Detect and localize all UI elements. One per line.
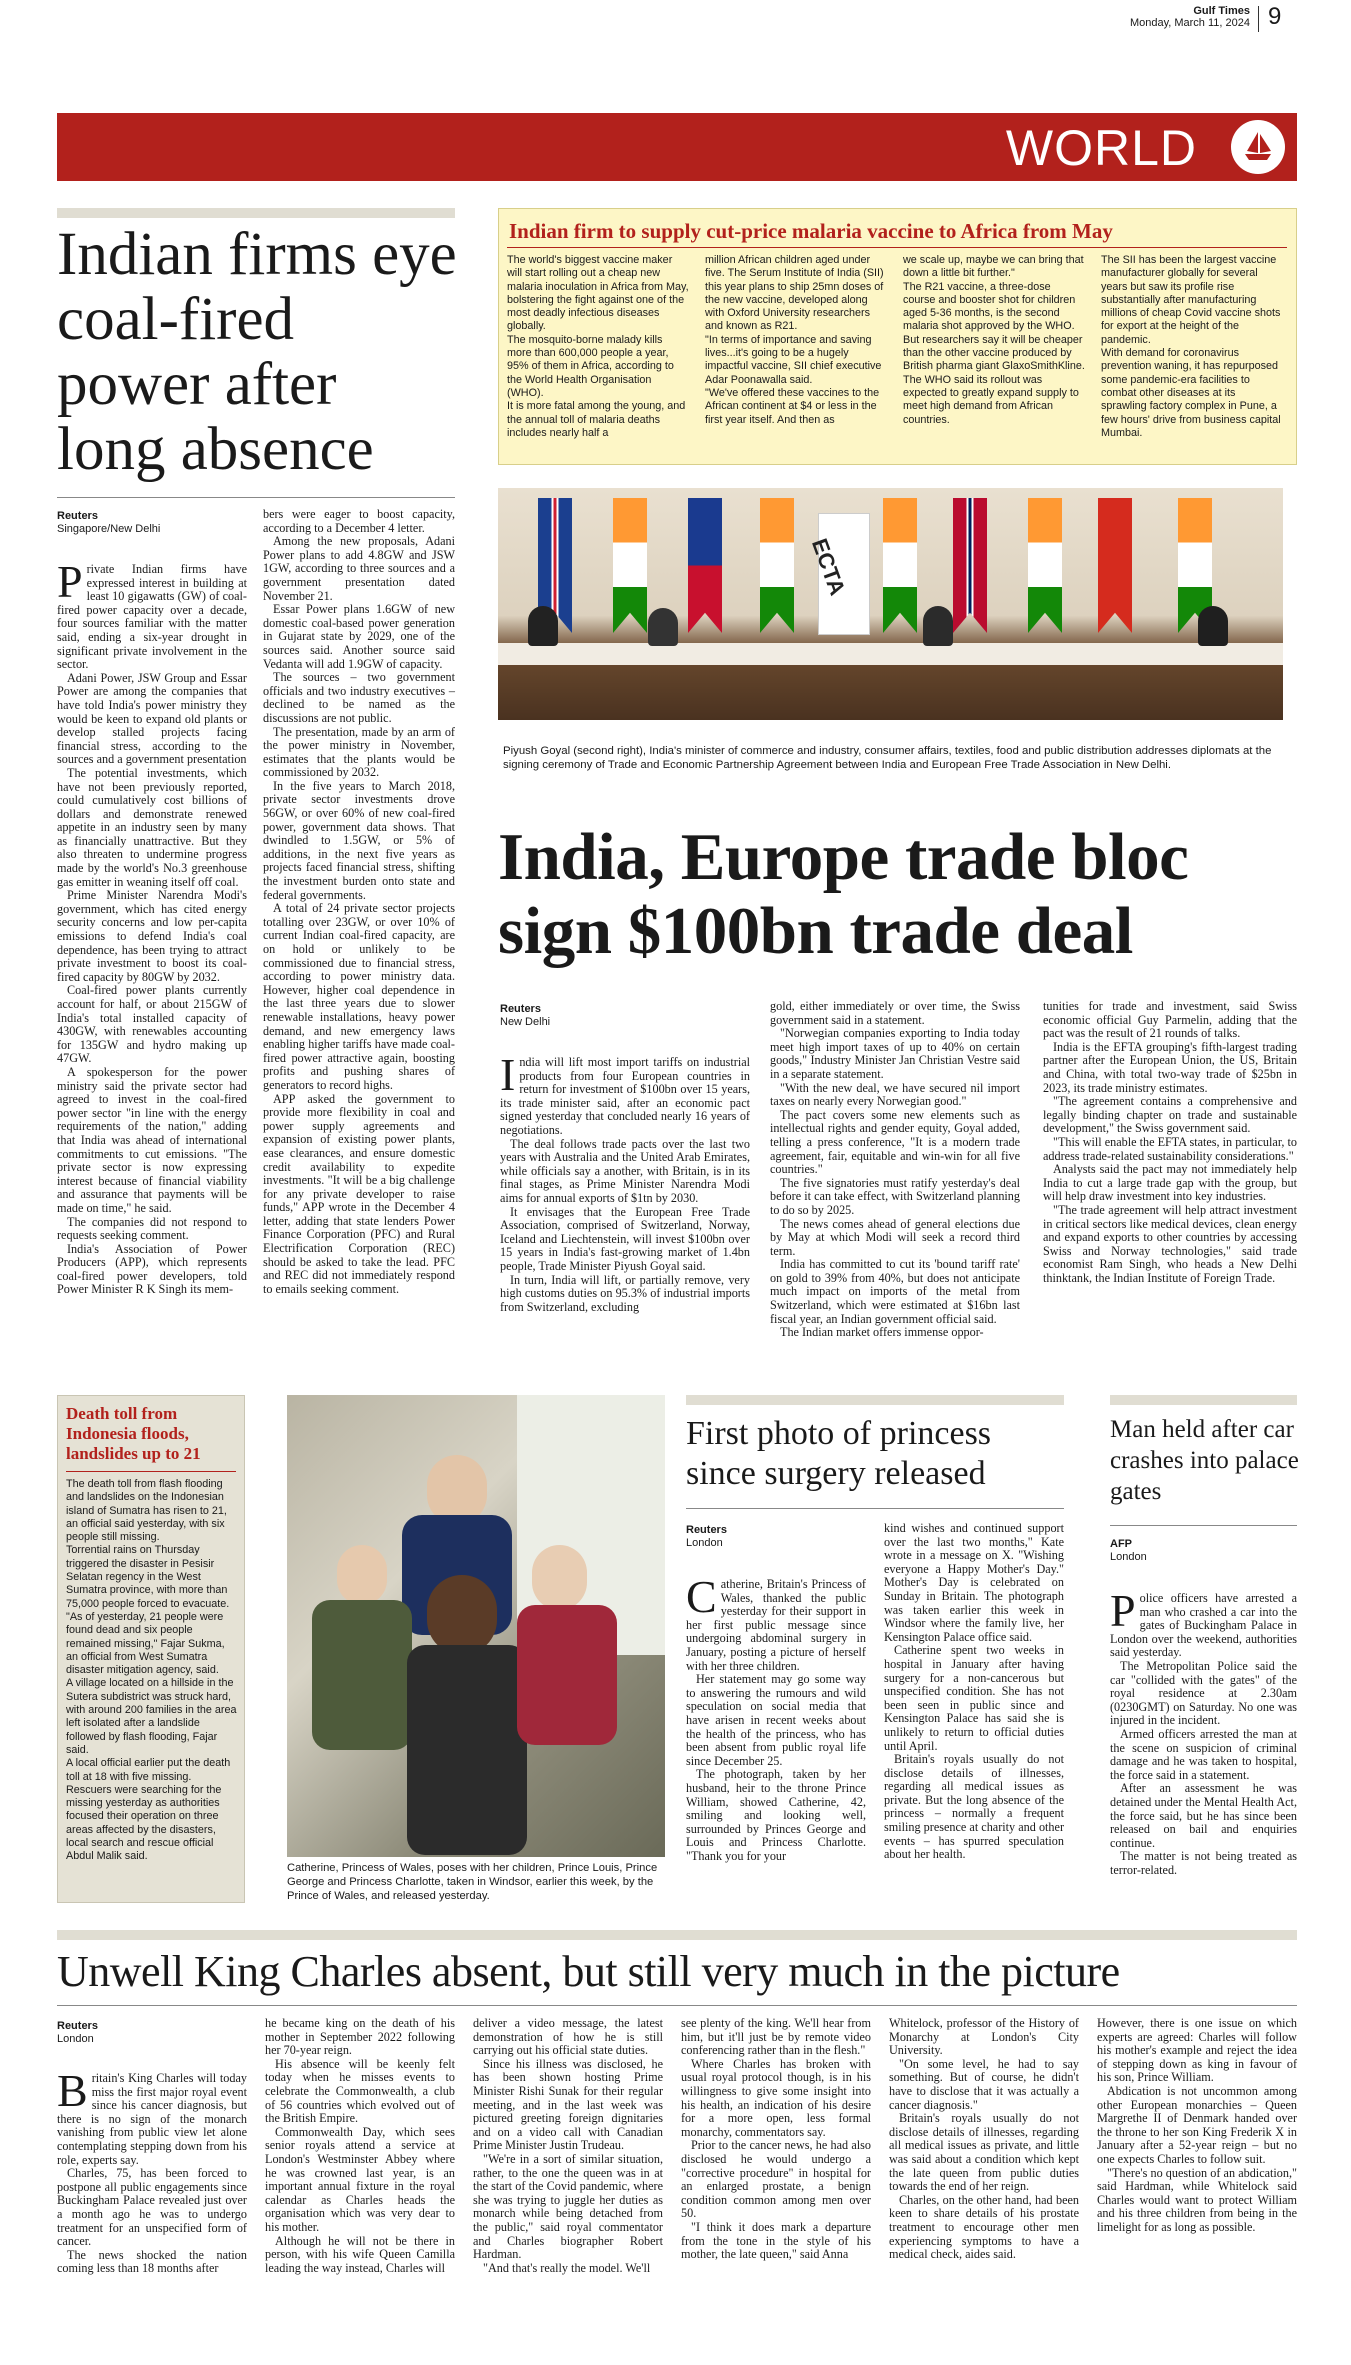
- coal-column-1: [57, 556, 247, 1297]
- trade-dropcap: I: [500, 1049, 516, 1100]
- coal-para: The sources – two government officials and two industry executives – declined to be named as the discussions are not public.: [263, 670, 455, 725]
- princess-byline: [686, 1524, 866, 1550]
- king-para: Whitelock, professor of the History of Monarchy at London's City University.: [889, 2016, 1079, 2058]
- delegate: [648, 608, 678, 646]
- king-column-5: [889, 2017, 1079, 2262]
- princess-agency: Reuters: [686, 1524, 727, 1536]
- coal-para: Coal-fired power plants currently account for half, or about 215GW of India's total installed capacity of 430GW, with renewables accounting for 135GW and hydro making up 47GW.: [57, 983, 247, 1066]
- trade-headline: India, Europe trade bloc sign $100bn trade deal: [498, 820, 1189, 968]
- king-para: The news shocked the nation coming less than 18 months after: [57, 2247, 247, 2276]
- king-para: However, there is one issue on which experts are agreed: Charles will follow his mother's example and reject the idea of stepping down as king in favour of his son, Prince William.: [1097, 2016, 1297, 2085]
- trade-para: It envisages that the European Free Trade Association, comprised of Switzerland, Norway, Iceland and Liechtenstein, will invest $100bn over 15 years in India's fast-growing market of 1.4bn people, Trade Minister Piyush Goyal said.: [500, 1204, 750, 1273]
- coal-para: Essar Power plans 1.6GW of new domestic coal-based power generation in Gujarat state by 2029, one of the sources said. Another source said Vedanta will add 1.9GW of capacity.: [263, 602, 455, 671]
- flag-switzerland: [1098, 498, 1132, 633]
- trade-para: In turn, India will lift, or partially remove, very high customs duties on 95.3% of industrial imports from Switzerland, excluding: [500, 1272, 750, 1314]
- malaria-headline: Indian firm to supply cut-price malaria vaccine to Africa from May: [509, 219, 1113, 243]
- coal-para: In the five years to March 2018, private sector investments drove 56GW, or over 60% of new coal-fired power, government data shows. That dwindled to 1.5GW, or 5% of additions, in the next five years as projects faced financial stress, shifting the investment burden onto state and federal governments.: [263, 778, 455, 902]
- coal-para: Adani Power, JSW Group and Essar Power are among the companies that have told India's power ministry they would be keen to expand old plants or develop stalled projects facing financial stress, according to the sources and a government presentation: [57, 670, 247, 767]
- princess-headline-divider: [686, 1508, 1064, 1509]
- palace-para: The Metropolitan Police said the car "collided with the gates" of the royal residence at 2.30am (0230GMT) on Saturday. No one was injured in the incident.: [1110, 1658, 1297, 1728]
- floods-body: [66, 1478, 238, 1864]
- malaria-column: we scale up, maybe we can bring that down a little bit further." The R21 vaccine, a three-dose course and booster shot for children aged 5-36 months, is the second malaria shot approved by the WHO. But researchers say it will be cheaper than the other vaccine produced by British pharma giant GlaxoSmithKline. The WHO said its rollout was expected to greatly expand supply to meet high demand from African countries.: [903, 254, 1085, 426]
- coal-headline: Indian firms eye coal-fired power after long absence: [57, 221, 457, 483]
- floods-para: A village located on a hillside in the Sutera subdistrict was struck hard, with around 200 families in the area left isolated after a landslide followed by flash flooding, Fajar said.: [66, 1677, 237, 1756]
- section-banner: [57, 113, 1297, 181]
- trade-para: The deal follows trade pacts over the last two years with Australia and the United Arab Emirates, while officials say a another, with Britain, is in its final stages, as Prime Minister Narendra Modi aims for annual exports of $1tn by 2030.: [500, 1136, 750, 1205]
- trade-para: "Norwegian companies exporting to India today meet high import taxes of up to 40% on certain goods," Industry Minister Jan Christian Vestre said in a separate statement.: [770, 1026, 1020, 1081]
- coal-para: The potential investments, which have not been previously reported, could cumulatively cost billions of dollars and demonstrate renewed appetite in an industry seen by many as financially unattractive. But they also threaten to undermine progress made by the world's No.3 greenhouse gas emitter in weaning itself off coal.: [57, 765, 247, 889]
- dhow-logo-icon: [1231, 120, 1285, 174]
- issue-date: Monday, March 11, 2024: [1129, 17, 1250, 29]
- malaria-column: The SII has been the largest vaccine manufacturer globally for several years but saw its profile rise substantially after manufacturing millions of cheap Covid vaccine shots for export at the height of the pandemic. With demand for coronavirus prevention waning, it has repurposed some pandemic-era facilities to combat other diseases at its sprawling factory complex in Pune, a few hours' drive from business capital Mumbai.: [1101, 254, 1281, 439]
- coal-para: Among the new proposals, Adani Power plans to add 4.8GW and JSW 1GW, according to three sources and a government presentation dated November 21.: [263, 534, 455, 603]
- trade-para: The pact covers some new elements such as intellectual rights and gender equity, Goyal added, telling a press conference, "It is a modern trade agreement, fair, equitable and win-win for all five countries.": [770, 1107, 1020, 1177]
- floods-para: "As of yesterday, 21 people were found dead and six people remained missing," Fajar Sukma, an official from West Sumatra disaster mitigation agency, said.: [66, 1610, 225, 1677]
- page-number: 9: [1268, 3, 1282, 30]
- photo-figure: [337, 1545, 387, 1605]
- king-para: Where Charles has broken with usual royal protocol though, is in his willingness to give some insight into his health, an indication of his desire for a more open, less formal monarchy, commentators say.: [681, 2056, 871, 2139]
- king-dropcap: B: [57, 2065, 88, 2116]
- coal-headline-divider: [57, 497, 455, 498]
- coal-para: India's Association of Power Producers (APP), which represents coal-fired power developers, told Power Minister R K Singh its mem-: [57, 1241, 247, 1297]
- trade-para: Analysts said the pact may not immediately help India to cut a large trade gap with the group, but will help draw investment into key industries.: [1043, 1162, 1297, 1204]
- malaria-column: million African children aged under five. The Serum Institute of India (SII) this year plans to ship 25mn doses of the new vaccine, developed along with Oxford University researchers and known as R21. "In terms of importance and saving lives...it's going to be a hugely impactful vaccine, SII chief executive Adar Poonawalla said. "We've offered these vaccines to the African continent at $4 or less in the first year itself. And then as: [705, 254, 884, 426]
- trade-para: India is the EFTA grouping's fifth-largest trading partner after the European Union, the US, Britain and China, with total two-way trade of $25bn in 2023, its trade ministry estimates.: [1043, 1039, 1297, 1095]
- king-para: deliver a video message, the latest demonstration of how he is still carrying out his official state duties.: [473, 2016, 663, 2058]
- trade-para: The news comes ahead of general elections due by May at which Modi will seek a record third term.: [770, 1216, 1020, 1258]
- king-para: Britain's royals usually do not disclose details of illnesses, regarding all medical issues as private, and little was said about a condition which kept the late queen from public duties towards the end of her reign.: [889, 2111, 1079, 2194]
- photo-figure: [312, 1600, 412, 1750]
- trade-para: The five signatories must ratify yesterday's deal before it can take effect, with Switzerland planning to do so by 2025.: [770, 1175, 1020, 1217]
- coal-para: A total of 24 private sector projects totalling over 23GW, or over 10% of current Indian coal-fired capacity, are on hold or unlikely to be commissioned due to financial stress, according to power ministry data. However, higher coal dependence in the last three years due to slower renewable installations, heavy power demand, and new emergency laws enabling higher tariffs have made coal-fired power attractive again, boosting profits and pushing shares of generators to record highs.: [263, 901, 455, 1092]
- photo-figure: [427, 1575, 497, 1655]
- flag-india: [613, 498, 647, 633]
- coal-dropcap: P: [57, 556, 83, 607]
- king-byline: [57, 2020, 237, 2046]
- princess-photo: [287, 1395, 665, 1857]
- trade-photo-caption: Piyush Goyal (second right), India's minister of commerce and industry, consumer affairs, textiles, food and public distribution addresses diplomats at the signing ceremony of Trade and Economic Partnership Agreement between India and European Free Trade Association in New Delhi.: [503, 745, 1272, 771]
- king-column-4: [681, 2017, 871, 2262]
- trade-agency: Reuters: [500, 1003, 541, 1015]
- trade-para: "This will enable the EFTA states, in particular, to address trade-related sustainability considerations.": [1043, 1134, 1297, 1163]
- trade-column-1: [500, 1049, 750, 1314]
- king-agency: Reuters: [57, 2020, 98, 2032]
- king-para: "On some level, he had to say something. But of course, he didn't have to disclose that it was actually a cancer diagnosis.": [889, 2056, 1079, 2112]
- coal-top-rule: [57, 208, 455, 218]
- king-para: "And that's really the model. We'll: [483, 2260, 651, 2275]
- king-column-6: [1097, 2017, 1297, 2235]
- princess-dropcap: C: [686, 1571, 717, 1622]
- trade-para: ndia will lift most import tariffs on industrial products from four European countries in return for investment of $100bn over 15 years, its trade minister said, after an economic pact signed yesterday that concluded nearly 16 years of negotiations.: [500, 1055, 750, 1137]
- flag-liechtenstein: [688, 498, 722, 633]
- king-para: "We're in a sort of similar situation, rather, to the one the queen was in at the start of the Covid pandemic, where she was trying to juggle her duties as monarch while being detached from the public," said royal commentator and Charles biographer Robert Hardman.: [473, 2151, 663, 2262]
- trade-para: "The trade agreement will help attract investment in critical sectors like medical devices, clean energy and expand exports to other countries by accessing Swiss and Norway technologies," said trade economist Ram Singh, who heads a New Delhi thinktank, the Indian Institute of Foreign Trade.: [1043, 1202, 1297, 1285]
- princess-para: The photograph, taken by her husband, heir to the throne Prince William, showed Catherine, 42, smiling and looking well, surrounded by Princes George and Louis and Princess Charlotte. "Thank you for your: [686, 1767, 866, 1863]
- palace-para: After an assessment he was detained under the Mental Health Act, the force said, but he has since been released on bail and enquiries continue.: [1110, 1781, 1297, 1850]
- floods-para: The death toll from flash flooding and landslides on the Indonesian island of Sumatra has risen to 21, an official said yesterday, with six people still missing.: [66, 1478, 227, 1544]
- trade-para: India has committed to cut its 'bound tariff rate' on gold to 39% from 40%, but does not anticipate much impact on imports of the metal from Switzerland, which were estimated at $16bn last fiscal year, an Indian government official said.: [770, 1257, 1020, 1326]
- floods-headline: Death toll from Indonesia floods, landslides up to 21: [66, 1404, 201, 1463]
- trade-para: "The agreement contains a comprehensive and legally binding chapter on trade and sustainable development," the Swiss government said.: [1043, 1094, 1297, 1136]
- trade-dateline: New Delhi: [500, 1016, 551, 1028]
- palace-top-rule: [1110, 1395, 1297, 1405]
- coal-para: APP asked the government to provide more flexibility in coal and power supply agreements and expansion of existing power plants, ease clearances, and ensure domestic credit availability to expedite investments. "It will be a big challenge for any private developer to raise funds," APP wrote in the December 4 letter, adding that state lenders Power Finance Corporation (PFC) and Rural Electrification Corporation (REC) should be asked to take the lead. PFC and REC did not immediately respond to emails seeking comment.: [263, 1091, 455, 1296]
- trade-para: gold, either immediately or over time, the Swiss government said in a statement.: [770, 999, 1020, 1027]
- delegate: [528, 606, 558, 646]
- masthead-divider: [1258, 6, 1259, 32]
- trade-byline: [500, 1003, 700, 1029]
- flag-india: [1028, 498, 1062, 633]
- coal-para: The companies did not respond to requests seeking comment.: [57, 1214, 247, 1243]
- princess-column-2: [884, 1522, 1064, 1862]
- malaria-column: The world's biggest vaccine maker will start rolling out a cheap new malaria inoculation in Africa from May, bolstering the fight against one of the most deadly infectious diseases globally. The mosquito-borne malady kills more than 600,000 people a year, 95% of them in Africa, according to the World Health Organisation (WHO). It is more fatal among the young, and the annual toll of malaria deaths includes nearly half a: [507, 254, 689, 439]
- trade-column-2: [770, 1000, 1020, 1340]
- section-title: WORLD: [1005, 120, 1197, 176]
- king-para: Although he will not be there in person, with his wife Queen Camilla leading the way instead, Charles will: [265, 2233, 455, 2275]
- coal-agency: Reuters: [57, 510, 98, 522]
- photo-figure: [517, 1605, 617, 1745]
- floods-box: [57, 1395, 245, 1903]
- king-para: see plenty of the king. We'll hear from him, but it'll just be by remote video conferencing rather than in the flesh.": [681, 2016, 871, 2058]
- princess-column-1: [686, 1571, 866, 1863]
- palace-para: Armed officers arrested the man at the scene on suspicion of criminal damage and he was taken to hospital, the force said in a statement.: [1110, 1726, 1297, 1782]
- delegate: [1198, 606, 1228, 646]
- delegate: [923, 606, 953, 646]
- flag-norway: [953, 498, 987, 633]
- king-para: Charles, on the other hand, had been keen to share details of his prostate treatment to encourage other men experiencing symptoms to have a medical check, aides said.: [889, 2192, 1079, 2262]
- floods-headline-rule: [66, 1471, 236, 1472]
- coal-para: A spokesperson for the power ministry said the private sector had agreed to invest in the coal-fired power sector "in line with the energy requirements of the nation," adding that India was ahead of international commitments to cut emissions. "The private sector is now expressing interest because of financial viability and assurance that payments will be made on time," he said.: [57, 1064, 247, 1215]
- coal-column-2: [263, 508, 455, 1296]
- palace-headline: Man held after car crashes into palace gates: [1110, 1416, 1299, 1505]
- trade-photo: [498, 488, 1283, 720]
- princess-photo-caption: Catherine, Princess of Wales, poses with her children, Prince Louis, Prince George and Princess Charlotte, taken in Windsor, earlier this week, by the Prince of Wales, and released yesterday.: [287, 1862, 658, 1902]
- palace-para: The matter is not being treated as terror-related.: [1110, 1849, 1297, 1877]
- princess-dateline: London: [686, 1537, 723, 1549]
- photo-figure: [532, 1545, 587, 1610]
- king-para: Abdication is not uncommon among other European monarchies – Queen Margrethe II of Denmark handed over the throne to her son King Frederik X in January after a 52-year reign – but no one expects Charles to follow suit.: [1097, 2083, 1297, 2166]
- king-headline: Unwell King Charles absent, but still very much in the picture: [57, 1947, 1120, 1996]
- coal-para: bers were eager to boost capacity, according to a December 4 letter.: [263, 507, 455, 535]
- king-para: Charles, 75, has been forced to postpone all public engagements since Buckingham Palace revealed just over a month ago he was to undergo treatment for an unspecified form of cancer.: [57, 2166, 247, 2249]
- king-dateline: London: [57, 2033, 94, 2045]
- malaria-box: [498, 208, 1297, 465]
- delegate-table: [498, 643, 1283, 665]
- paper-name: Gulf Times: [1193, 5, 1250, 17]
- palace-agency: AFP: [1110, 1538, 1132, 1550]
- photo-figure: [407, 1645, 527, 1855]
- floods-para: Torrential rains on Thursday triggered the disaster in Pesisir Selatan regency in the West Sumatra province, with more than 75,000 people forced to evacuate.: [66, 1544, 230, 1610]
- princess-para: Her statement may go some way to answering the rumours and wild speculation on social media that have arisen in recent weeks about the health of the princess, who has been absent from public royal life since December 25.: [686, 1672, 866, 1768]
- backdrop-emblem: [806, 513, 870, 635]
- coal-byline: [57, 510, 247, 536]
- king-para: "I think it does mark a departure from the tone in the style of his mother, the late queen," said Anna: [681, 2219, 871, 2262]
- king-para: Prior to the cancer news, he had also disclosed he would undergo a "corrective procedure" in hospital for an enlarged prostate, a benign condition common among men over 50.: [681, 2138, 871, 2221]
- king-para: Since his illness was disclosed, he has been shown hosting Prime Minister Rishi Sunak for their regular meeting, and in the last week was pictured greeting foreign dignitaries and on a video call with Canadian Prime Minister Justin Trudeau.: [473, 2056, 663, 2153]
- king-column-3: [473, 2017, 663, 2275]
- coal-para: rivate Indian firms have expressed interest in building at least 10 gigawatts (GW) of coal-fired power capacity over a decade, four sources familiar with the matter said, ending a six-year drought in significant private involvement in the sector.: [57, 562, 247, 672]
- king-para: "There's no question of an abdication," said Hardman, while Whitelock said Charles would want to protect William and his three children from being in the limelight for as long as possible.: [1097, 2165, 1297, 2234]
- backdrop-text: ECTA: [806, 535, 851, 599]
- king-headline-divider: [57, 2005, 1297, 2006]
- princess-top-rule: [686, 1395, 1064, 1405]
- trade-para: The Indian market offers immense oppor-: [780, 1325, 984, 1340]
- palace-dateline: London: [1110, 1551, 1147, 1563]
- king-column-1: [57, 2065, 247, 2276]
- trade-column-3: [1043, 1000, 1297, 1285]
- trade-para: tunities for trade and investment, said Swiss economic official Guy Parmelin, adding that the pact was the result of 21 rounds of talks.: [1043, 999, 1297, 1041]
- palace-column: [1110, 1585, 1297, 1877]
- flag-india: [760, 498, 794, 633]
- princess-para: kind wishes and continued support over the last two months," Kate wrote in a message on X. "Wishing everyone a Happy Mother's Day." Mother's Day is celebrated on Sunday in Britain. The photograph was taken earlier this week in Windsor where the family live, her Kensington Palace office said.: [884, 1521, 1064, 1644]
- coal-para: The presentation, made by an arm of the power ministry in November, estimates that the plants would be commissioned by 2032.: [263, 724, 455, 780]
- king-para: Commonwealth Day, which sees senior royals attend a service at London's Westminster Abbey where he was crowned last year, is an important annual fixture in the royal calendar as Charles heads the organisation which was very dear to his mother.: [265, 2124, 455, 2234]
- malaria-headline-rule: [507, 247, 1287, 248]
- king-para: His absence will be keenly felt today when he misses events to celebrate the Commonwealth, a club of 56 countries which evolved out of the British Empire.: [265, 2056, 455, 2126]
- palace-dropcap: P: [1110, 1585, 1136, 1636]
- king-column-2: [265, 2017, 455, 2275]
- coal-dateline: Singapore/New Delhi: [57, 523, 161, 535]
- floods-para: A local official earlier put the death toll at 18 with five missing. Rescuers were searching for the missing yesterday as authorities focused their operation on three areas affected by the disasters, local search and rescue official Abdul Malik said.: [66, 1757, 231, 1863]
- trade-para: "With the new deal, we have secured nil import taxes on nearly every Norwegian good.": [770, 1080, 1020, 1109]
- princess-para: Britain's royals usually do not disclose details of illnesses, regarding all medical issues as private. But the long absence of the princess – normally a frequent smiling presence at charity and other events – has spurred speculation about her health.: [884, 1752, 1064, 1862]
- flag-india: [883, 498, 917, 633]
- palace-headline-divider: [1110, 1525, 1297, 1526]
- king-top-rule: [57, 1930, 1297, 1940]
- coal-para: Prime Minister Narendra Modi's government, which has cited energy security concerns and low per-capita emissions to defend India's coal dependence, has been trying to attract private investment to boost its coal-fired capacity by 80GW by 2032.: [57, 888, 247, 984]
- princess-headline: First photo of princess since surgery released: [686, 1415, 992, 1492]
- king-para: ritain's King Charles will today miss the first major royal event since his cancer diagnosis, but there is no sign of the monarch vanishing from public view let alone contemplating stepping down from his role, experts say.: [57, 2071, 247, 2167]
- princess-para: Catherine spent two weeks in hospital in January after having surgery for a non-cancerous but unspecified condition. She has not been seen in public since and Kensington Palace has said she is unlikely to return to official duties until April.: [884, 1643, 1064, 1753]
- king-para: he became king on the death of his mother in September 2022 following her 70-year reign.: [265, 2016, 455, 2058]
- princess-para: atherine, Britain's Princess of Wales, thanked the public yesterday for their support in her first public message since undergoing abdominal surgery in January, posting a picture of herself with her three children.: [686, 1577, 866, 1673]
- palace-byline: [1110, 1538, 1297, 1564]
- palace-para: olice officers have arrested a man who crashed a car into the gates of Buckingham Palace in London over the weekend, authorities said yesterday.: [1110, 1591, 1297, 1660]
